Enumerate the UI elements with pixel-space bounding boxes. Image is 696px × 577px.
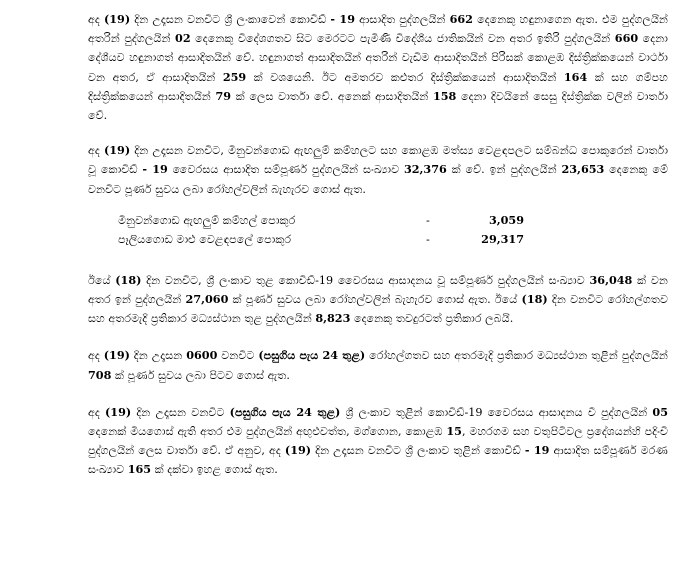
bold-text-run: 708	[88, 367, 112, 382]
text-run: ආසාදිත සම්පූර්ණ මරණ සංඛ්‍යාව	[88, 444, 668, 477]
bold-text-run: 05	[652, 404, 668, 419]
cluster-list	[118, 211, 668, 249]
paragraph-cluster-total	[88, 141, 668, 199]
bold-text-run: 32,376	[403, 162, 447, 177]
text-run: ක් වන අතර ඉන් පුද්ගලයින්	[88, 273, 668, 307]
bold-text-run: 660	[614, 31, 639, 46]
text-run: ඊයේ	[88, 273, 116, 287]
bold-text-run: - 19	[330, 12, 355, 26]
bold-text-run: 79	[215, 88, 232, 103]
bold-text-run: 165	[127, 462, 152, 477]
text-run: ශ්‍රී ලංකාව තුළින් කොවිඩ්-19 වෛරසය ආසාදනය වී පුද්ගලයින්	[340, 405, 653, 419]
text-run: දෙනෙකු විදේශගතව සිට මෙරටට පැමිණි විදේශීය ජාතිකයින් වන අතර ඉතිරි පුද්ගලයින්	[190, 32, 615, 46]
text-run: දින උදෑසන වනවිට, මිනුවන්ගොඩ ඇඟලුම් කම්හලට සහ කොළඹ මත්ස්‍ය වෙළඳපලට සම්බන්ධ පොකුරෙන් වාර්තා වූ කොවිඩ්	[88, 144, 668, 177]
text-run: දින උදෑසන වනවිට ශ්‍රී ලංකාවෙන් කොවිඩ්	[130, 13, 331, 26]
text-run: ක් පූර්ණ සුවය ලබා පිටව ගොස් ඇත.	[111, 368, 290, 382]
bold-text-run: 158	[432, 88, 457, 103]
text-run: දින උදෑසන වනවිට	[131, 405, 230, 419]
text-run: වනවිට	[217, 349, 259, 363]
bold-text-run: (පසුගිය පැය 24 තුළ)	[229, 404, 341, 419]
cluster-row	[118, 211, 668, 230]
text-run: දෙනෙක් මියගොස් ඇති අතර එම පුද්ගලයින් අඟුළුවත්ත, මග්ගොන, කොළඹ	[88, 425, 447, 439]
bold-text-run: 23,653	[561, 162, 605, 177]
paragraph-daily-cases	[88, 10, 668, 125]
bold-text-run: 0600	[186, 348, 218, 363]
text-run: ක් දක්වා ඉහළ ගොස් ඇත.	[151, 463, 278, 477]
text-run: ක් සහ ගම්පහ දිස්ත්‍රික්කයෙන් ආසාදිතයින්	[88, 70, 668, 103]
text-run: ක් වශයෙනි. ඊට අමතරව කළුතර දිස්ත්‍රික්කයෙන් ආසාදිතයින්	[246, 70, 564, 84]
text-run: අද	[88, 405, 106, 419]
text-run: ක් පූර්ණ සුවය ලබා රෝහල්වලින් බැහැරව ගොස් ඇත. ඊයේ	[228, 293, 522, 307]
text-run: දින උදෑසන	[129, 349, 187, 363]
bold-text-run: 15	[446, 424, 462, 439]
bold-text-run: (19)	[284, 443, 312, 458]
text-run: දෙනෙකු මේ වනවිට පූර්ණ සුවය ලබා රෝහල්වලින් බැහැරව ගොස් ඇත.	[88, 163, 668, 196]
bold-text-run: 164	[563, 69, 588, 84]
bold-text-run: 662	[449, 12, 473, 26]
bold-text-run: (18)	[115, 272, 142, 287]
text-run: අද	[88, 144, 104, 158]
cluster-count: 3,059	[488, 212, 524, 227]
text-run: රෝහල්ගතව සහ අතරමැදි ප්‍රතිකාර මධ්‍යස්ථාන තුළින් පුද්ගලයින්	[365, 349, 668, 363]
bold-text-run: 02	[175, 31, 191, 46]
paragraph-deaths	[88, 403, 668, 480]
cluster-dash: -	[426, 232, 430, 246]
text-run: දෙනා දේශීයව හඳුනාගත් ආසාදිතයින් වේ. හඳුනාගත් ආසාදිතයින් අතරින් වැඩිම ආසාදිතයින් පිරිසක් කොළඹ දිස්ත්‍රික්කයෙන් වාර්ථා වන අතර, ඒ ආසාදිතයින්	[88, 32, 668, 84]
bold-text-run: (19)	[105, 404, 132, 419]
paragraph-recoveries	[88, 346, 668, 384]
bold-text-run: (19)	[103, 143, 131, 158]
bold-text-run: (18)	[521, 292, 548, 307]
text-run: දෙනෙකු තවදුරටත් ප්‍රතිකාර ලබයි.	[350, 312, 514, 326]
text-run: ආසාදිත පුද්ගලයින්	[355, 13, 450, 26]
text-run: , මහරගම සහ වතුපිටිවල ප්‍රදේශයන්හි පදිංචි පුද්ගලයින් ලෙස වාර්තා වේ. ඒ අනුව, අද	[88, 425, 668, 458]
bold-text-run: (19)	[103, 12, 131, 26]
bold-text-run: 259	[222, 69, 247, 84]
cluster-name: මිනුවන්ගොඩ ඇඟලුම් කම්හල් පොකුර	[118, 213, 296, 227]
text-run: දෙනා දිවයිනේ සෙසු දිස්ත්‍රික්ක වලින් වාර්තා වේ.	[88, 89, 669, 123]
bold-text-run: 27,060	[185, 292, 229, 307]
text-run: ක් ලෙස වාර්තා වේ. අනෙක් ආසාදිතයින්	[231, 89, 433, 103]
text-run: අද	[88, 13, 104, 26]
text-run: දින වනවිට, ශ්‍රී ලංකාව තුළ කොවිඩ්-19 වෛරසය ආසාදනය වූ සම්පූර්ණ පුද්ගලයින් සංඛ්‍යාව	[141, 273, 590, 287]
cluster-dash: -	[426, 213, 430, 227]
cluster-row	[118, 230, 668, 249]
text-run: දින උදෑසන වනවිට ශ්‍රී ලංකාව තුළින් කොවිඩ්	[311, 444, 525, 458]
bold-text-run: - 19	[142, 162, 168, 177]
text-run: දින වනවිට රෝහල්ගතව සහ අතරමැදි ප්‍රතිකාර මධ්‍යස්ථාන තුළ පුද්ගලයින්	[88, 293, 668, 326]
paragraph-national-total	[88, 271, 668, 329]
text-run: දෙනෙකු හඳුනාගෙන ඇත. එම පුද්ගලයින් අතරින් පුද්ගලයින්	[88, 13, 668, 46]
bold-text-run: 36,048	[589, 272, 633, 287]
bold-text-run: (පසුගිය පැය 24 තුළ)	[258, 348, 366, 363]
text-run: අද	[88, 349, 104, 363]
cluster-name: පෑලියගොඩ මාළු වෙළඳපලේ පොකුර	[118, 232, 292, 246]
bold-text-run: - 19	[524, 443, 550, 458]
bold-text-run: (19)	[103, 348, 130, 363]
text-run: වෛරසය ආසාදිත සම්පූර්ණ පුද්ගලයින් සංඛ්‍යාව	[167, 163, 404, 177]
cluster-count: 29,317	[481, 231, 524, 246]
bold-text-run: 8,823	[315, 311, 351, 326]
text-run: ක් වේ. ඉන් පුද්ගලයින්	[446, 163, 562, 177]
